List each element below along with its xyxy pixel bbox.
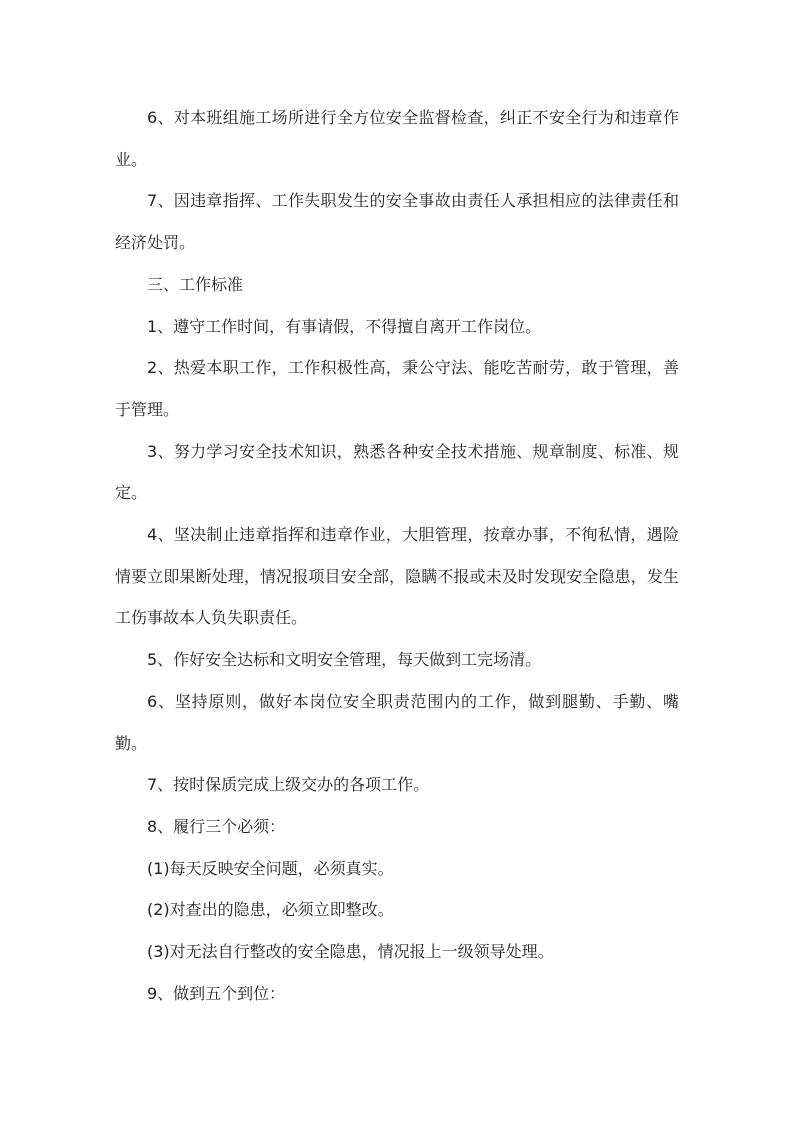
document-body (115, 97, 679, 1014)
paragraph-standard-3: 3、努力学习安全技术知识，熟悉各种安全技术措施、规章制度、标准、规定。 (115, 441, 679, 503)
paragraph-standard-7: 7、按时保质完成上级交办的各项工作。 (147, 775, 430, 795)
paragraph-standard-9: 9、做到五个到位： (147, 983, 286, 1003)
paragraph-standard-6: 6、坚持原则，做好本岗位安全职责范围内的工作，做到腿勤、手勤、嘴勤。 (115, 691, 679, 753)
paragraph-standard-4: 4、坚决制止违章指挥和违章作业，大胆管理，按章办事，不徇私情，遇险情要立即果断处理，情况报项目安全部，隐瞒不报或未及时发现安全隐患，发生工伤事故本人负失职责任。 (115, 525, 679, 628)
paragraph-item-7-liability: 7、因违章指挥、工作失职发生的安全事故由责任人承担相应的法律责任和经济处罚。 (115, 191, 679, 253)
paragraph-must-2: (2)对查出的隐患，必须立即整改。 (147, 900, 394, 920)
paragraph-must-1: (1)每天反映安全问题，必须真实。 (147, 858, 394, 878)
paragraph-item-6-supervision: 6、对本班组施工场所进行全方位安全监督检查，纠正不安全行为和违章作业。 (115, 108, 679, 169)
paragraph-standard-1: 1、遵守工作时间，有事请假，不得擅自离开工作岗位。 (147, 316, 542, 336)
paragraph-must-3: (3)对无法自行整改的安全隐患，情况报上一级领导处理。 (147, 942, 554, 962)
paragraph-standard-2: 2、热爱本职工作，工作积极性高，秉公守法、能吃苦耐劳，敢于管理，善于管理。 (115, 358, 679, 419)
paragraph-standard-8: 8、履行三个必须： (147, 816, 286, 836)
paragraph-standard-5: 5、作好安全达标和文明安全管理，每天做到工完场清。 (147, 650, 542, 670)
section-heading-work-standards: 三、工作标准 (147, 274, 244, 294)
